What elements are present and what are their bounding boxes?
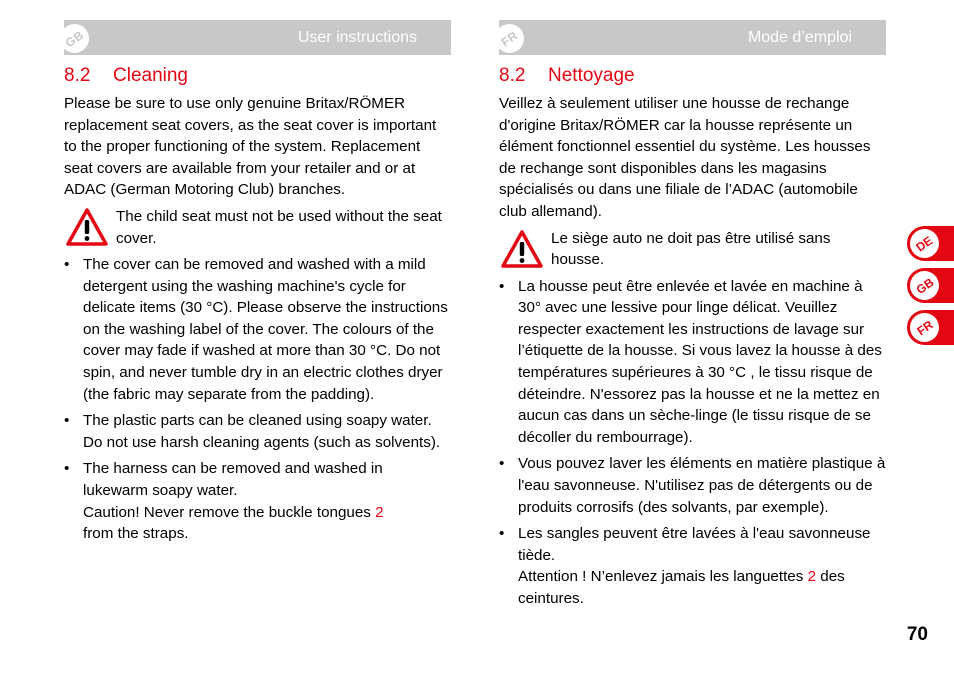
column-english <box>64 20 451 550</box>
section-heading <box>64 64 451 88</box>
bullet-list <box>499 276 886 610</box>
warning-text: Le siège auto ne doit pas être utilisé sans housse. <box>551 229 831 269</box>
list-item: • The harness can be removed and washed in lukewarm soapy water. Caution! Never remove the buckle tongues 2 from the straps. <box>64 458 451 544</box>
tab-badge-de: DE <box>910 229 939 258</box>
bullet-list <box>64 254 451 545</box>
tab-fr[interactable] <box>907 310 954 345</box>
section-number: 8.2 <box>64 65 91 86</box>
list-item: • The plastic parts can be cleaned using soapy water. Do not use harsh cleaning agents (such as solvents). <box>64 410 451 453</box>
warning-note <box>499 228 886 272</box>
tab-badge-fr: FR <box>910 313 939 342</box>
section-title: Nettoyage <box>548 65 635 86</box>
intro-paragraph: Veillez à seulement utiliser une housse de rechange d'origine Britax/RÖMER car la housse représente un élément fonctionnel essentiel du système. Les housses de rechange sont disponibles dans les magasins spécialisés ou dans une filiale de l’ADAC (automobile club allemand). <box>499 95 871 220</box>
page-number: 70 <box>906 624 928 645</box>
list-item: • La housse peut être enlevée et lavée en machine à 30° avec une lessive pour linge délicat. Veuillez respecter exactement les instructions de lavage sur l’étiquette de la housse. Si vous lavez la housse à des températures supérieures à 30 °C , le tissu risque de déteindre. N'essorez pas la housse et ne la mettez en aucun cas dans un sèche-linge (le tissu risque de se décoller du rembourrage). <box>499 276 886 449</box>
language-badge-gb: GB <box>60 24 89 53</box>
warning-triangle-icon <box>66 208 108 246</box>
section-title: Cleaning <box>113 65 188 86</box>
header-bar-english <box>64 20 451 55</box>
caution-label: Caution! <box>83 503 140 521</box>
language-badge-fr: FR <box>495 24 524 53</box>
section-number: 8.2 <box>499 65 526 86</box>
reference-number: 2 <box>375 503 384 521</box>
tab-de[interactable] <box>907 226 954 261</box>
column-french <box>499 20 886 614</box>
list-item: • The cover can be removed and washed with a mild detergent using the washing machine's cycle for delicate items (30 °C). Please observe the instructions on the washing label of the cover. The colours of the cover may fade if washed at more than 30 °C. Do not spin, and never tumble dry in an electric clothes dryer (the fabric may separate from the padding). <box>64 254 451 405</box>
language-tabs <box>907 226 954 352</box>
list-item: • Vous pouvez laver les éléments en matière plastique à l'eau savonneuse. N'utilisez pas de détergents ou de produits corrosifs (des solvants, par exemple). <box>499 453 886 518</box>
section-heading <box>499 64 886 88</box>
warning-triangle-icon <box>501 230 543 268</box>
warning-note <box>64 206 451 250</box>
warning-text: The child seat must not be used without the seat cover. <box>116 207 442 247</box>
intro-paragraph: Please be sure to use only genuine Britax/RÖMER replacement seat covers, as the seat cover is important to the proper functioning of the system. Replacement seat covers are available from your retailer and or at ADAC (German Motoring Club) branches. <box>64 95 437 199</box>
tab-gb[interactable] <box>907 268 954 303</box>
reference-number: 2 <box>807 568 817 586</box>
tab-badge-gb: GB <box>910 271 939 300</box>
list-item: • Les sangles peuvent être lavées à l'eau savonneuse tiède. Attention ! N’enlevez jamais les languettes 2 des ceintures. <box>499 523 886 609</box>
caution-label: Attention ! <box>518 568 587 586</box>
header-bar-french <box>499 20 886 55</box>
header-title: Mode d’emploi <box>747 29 852 46</box>
header-title: User instructions <box>297 29 417 46</box>
